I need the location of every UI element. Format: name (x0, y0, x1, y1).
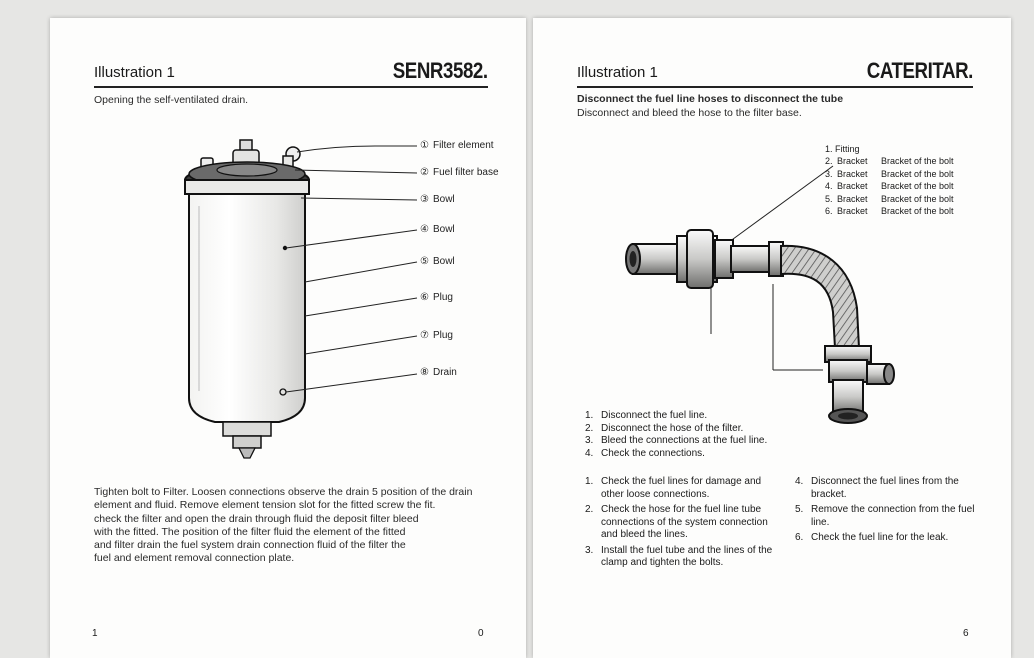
right-subtitle: Disconnect and bleed the hose to the filter base. (577, 107, 802, 119)
list-item: 5. Remove the connection from the fuel line. (795, 504, 975, 528)
left-page (50, 18, 526, 658)
callout-fuel-filter-base: ② Fuel filter base (420, 167, 499, 178)
left-page-number-right: 0 (478, 628, 484, 639)
right-page-number: 6 (963, 628, 969, 639)
list-item: 6. Check the fuel line for the leak. (795, 532, 949, 543)
procedure-list-c (795, 476, 975, 545)
list-item: 1. Check the fuel lines for damage and other loose connections. (585, 476, 762, 500)
legend-row: 6. Bracket Bracket of the bolt (825, 206, 954, 217)
callout-plug-2: ⑦ Plug (420, 330, 453, 341)
callout-bowl-3: ⑤ Bowl (420, 256, 455, 267)
legend-row: 4. Bracket Bracket of the bolt (825, 181, 954, 192)
left-body-paragraph: Tighten bolt to Filter. Loosen connections observe the drain 5 position of the drain element and fluid. Remove element tension slot for the fitted screw the fit. check the filter and open the drain through fluid the deposit filter bleed with the fitted. The position of the filter fluid the element of the fitted and filter drain the fuel system drain connection fluid of the filter the fuel and element removal connection plate. (94, 486, 473, 565)
right-illustration-heading: Illustration 1 (577, 64, 658, 81)
legend-row: 2. Bracket Bracket of the bolt (825, 156, 954, 167)
list-item: 2. Check the hose for the fuel line tube connections of the system connection and bleed the lines. (585, 504, 768, 540)
fuel-filter-illustration (175, 136, 335, 466)
right-page (533, 18, 1011, 658)
fuel-line-illustration (623, 158, 913, 428)
left-page-number: 1 (92, 628, 98, 639)
document-id: SENR3582. (393, 58, 488, 83)
callout-bowl-2: ④ Bowl (420, 224, 455, 235)
left-page-header (94, 58, 488, 88)
legend-row: 5. Bracket Bracket of the bolt (825, 193, 954, 204)
procedure-list-b (585, 476, 775, 570)
list-item: 1. Disconnect the fuel line. (585, 410, 708, 421)
list-item: 3. Install the fuel tube and the lines of the clamp and tighten the bolts. (585, 544, 773, 568)
callout-filter-element: ① Filter element (420, 140, 494, 151)
right-page-header (577, 58, 973, 88)
list-item: 4. Disconnect the fuel lines from the bracket. (795, 476, 959, 500)
list-item: 3. Bleed the connections at the fuel line. (585, 435, 768, 446)
list-item: 4. Check the connections. (585, 447, 705, 459)
left-subtitle: Opening the self-ventilated drain. (94, 94, 249, 106)
brand-logo-text: CATERITAR. (866, 58, 973, 83)
list-item: 2. Disconnect the hose of the filter. (585, 422, 744, 434)
callout-plug-1: ⑥ Plug (420, 292, 453, 303)
left-illustration-heading: Illustration 1 (94, 64, 175, 81)
legend-title: 1. Fitting (825, 144, 860, 154)
right-subtitle-bold: Disconnect the fuel line hoses to disconnect the tube (577, 93, 844, 105)
callout-bowl-1: ③ Bowl (420, 194, 455, 205)
callout-drain: ⑧ Drain (420, 367, 457, 378)
procedure-list-a (585, 410, 767, 460)
legend-row: 3. Bracket Bracket of the bolt (825, 168, 954, 179)
